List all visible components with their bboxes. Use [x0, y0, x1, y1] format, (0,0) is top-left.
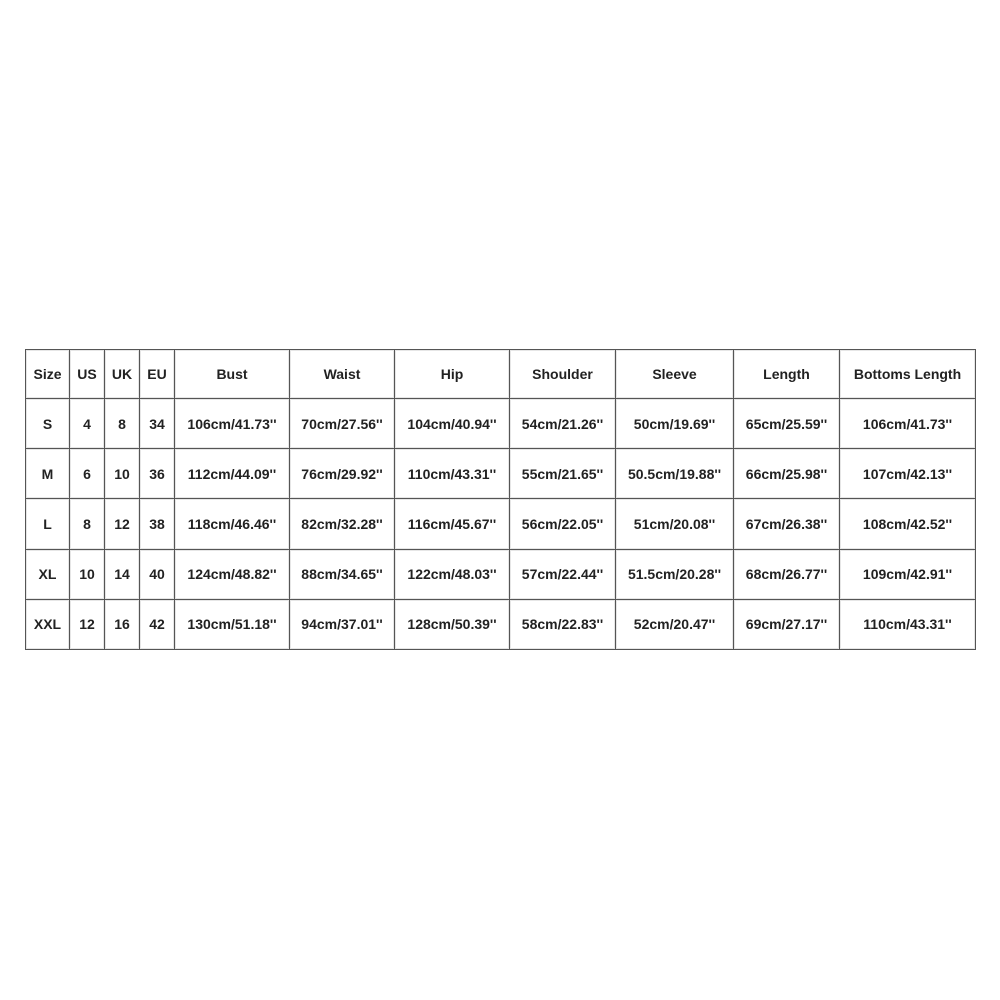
cell-size: S: [26, 399, 70, 449]
cell-sleeve: 50.5cm/19.88'': [616, 449, 734, 499]
cell-us: 6: [70, 449, 105, 499]
header-length: Length: [734, 350, 840, 399]
cell-sleeve: 52cm/20.47'': [616, 599, 734, 649]
cell-hip: 104cm/40.94'': [395, 399, 510, 449]
cell-hip: 116cm/45.67'': [395, 499, 510, 549]
header-hip: Hip: [395, 350, 510, 399]
cell-shoulder: 54cm/21.26'': [510, 399, 616, 449]
table-row: [26, 599, 976, 649]
cell-sleeve: 51cm/20.08'': [616, 499, 734, 549]
cell-bottoms-length: 110cm/43.31'': [840, 599, 976, 649]
cell-eu: 36: [140, 449, 175, 499]
cell-size: XL: [26, 549, 70, 599]
cell-waist: 94cm/37.01'': [290, 599, 395, 649]
table-row: [26, 499, 976, 549]
size-chart-table: [25, 349, 976, 650]
cell-eu: 40: [140, 549, 175, 599]
cell-length: 65cm/25.59'': [734, 399, 840, 449]
cell-bottoms-length: 108cm/42.52'': [840, 499, 976, 549]
cell-bust: 106cm/41.73'': [175, 399, 290, 449]
cell-eu: 38: [140, 499, 175, 549]
cell-bottoms-length: 107cm/42.13'': [840, 449, 976, 499]
header-bottoms-length: Bottoms Length: [840, 350, 976, 399]
header-eu: EU: [140, 350, 175, 399]
cell-us: 12: [70, 599, 105, 649]
table-row: [26, 399, 976, 449]
cell-length: 67cm/26.38'': [734, 499, 840, 549]
cell-eu: 42: [140, 599, 175, 649]
cell-size: L: [26, 499, 70, 549]
header-row: [26, 350, 976, 399]
cell-shoulder: 58cm/22.83'': [510, 599, 616, 649]
cell-shoulder: 56cm/22.05'': [510, 499, 616, 549]
cell-bottoms-length: 109cm/42.91'': [840, 549, 976, 599]
cell-us: 4: [70, 399, 105, 449]
header-waist: Waist: [290, 350, 395, 399]
cell-bottoms-length: 106cm/41.73'': [840, 399, 976, 449]
cell-uk: 12: [105, 499, 140, 549]
table-row: [26, 449, 976, 499]
cell-size: XXL: [26, 599, 70, 649]
cell-waist: 76cm/29.92'': [290, 449, 395, 499]
cell-uk: 16: [105, 599, 140, 649]
cell-length: 68cm/26.77'': [734, 549, 840, 599]
header-us: US: [70, 350, 105, 399]
cell-sleeve: 51.5cm/20.28'': [616, 549, 734, 599]
cell-uk: 8: [105, 399, 140, 449]
header-uk: UK: [105, 350, 140, 399]
header-sleeve: Sleeve: [616, 350, 734, 399]
cell-bust: 130cm/51.18'': [175, 599, 290, 649]
cell-waist: 82cm/32.28'': [290, 499, 395, 549]
cell-sleeve: 50cm/19.69'': [616, 399, 734, 449]
cell-hip: 122cm/48.03'': [395, 549, 510, 599]
header-bust: Bust: [175, 350, 290, 399]
cell-hip: 128cm/50.39'': [395, 599, 510, 649]
cell-shoulder: 57cm/22.44'': [510, 549, 616, 599]
cell-length: 69cm/27.17'': [734, 599, 840, 649]
header-size: Size: [26, 350, 70, 399]
cell-waist: 70cm/27.56'': [290, 399, 395, 449]
cell-length: 66cm/25.98'': [734, 449, 840, 499]
cell-uk: 10: [105, 449, 140, 499]
cell-uk: 14: [105, 549, 140, 599]
cell-bust: 124cm/48.82'': [175, 549, 290, 599]
cell-us: 8: [70, 499, 105, 549]
cell-bust: 112cm/44.09'': [175, 449, 290, 499]
cell-hip: 110cm/43.31'': [395, 449, 510, 499]
cell-waist: 88cm/34.65'': [290, 549, 395, 599]
cell-shoulder: 55cm/21.65'': [510, 449, 616, 499]
header-shoulder: Shoulder: [510, 350, 616, 399]
cell-bust: 118cm/46.46'': [175, 499, 290, 549]
cell-us: 10: [70, 549, 105, 599]
cell-eu: 34: [140, 399, 175, 449]
cell-size: M: [26, 449, 70, 499]
table-row: [26, 549, 976, 599]
